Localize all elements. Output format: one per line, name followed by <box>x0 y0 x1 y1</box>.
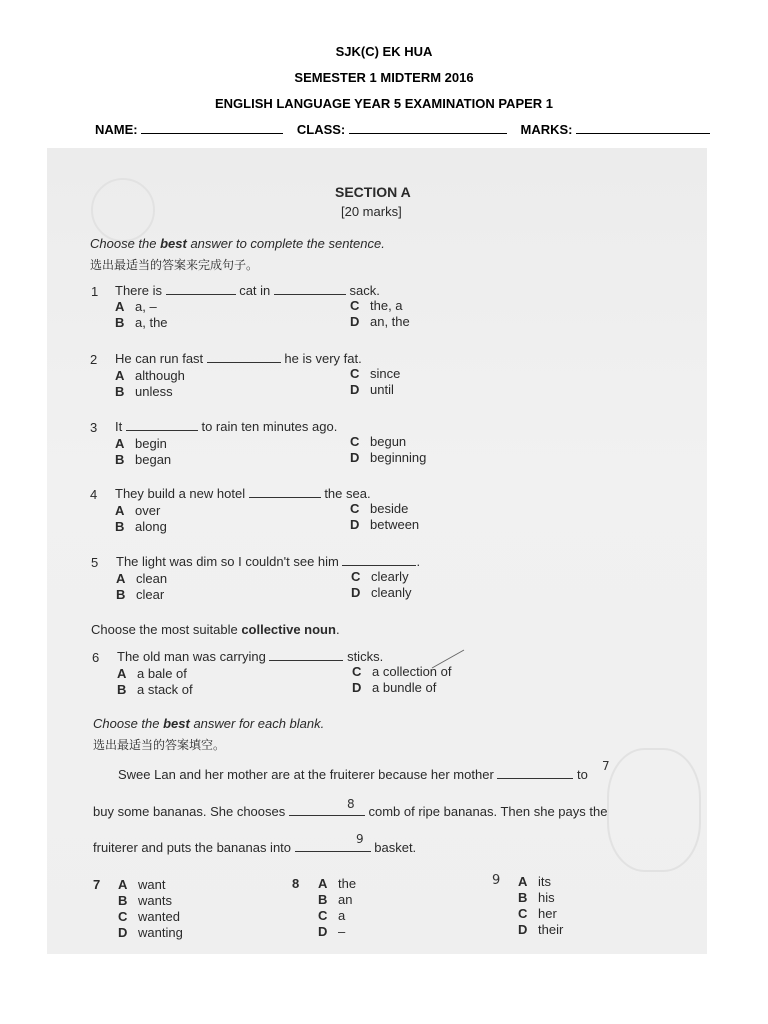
option-d[interactable]: D their <box>518 922 564 937</box>
option-c[interactable]: C since <box>350 366 401 381</box>
marks-field[interactable] <box>576 121 710 134</box>
option-b[interactable]: B along <box>115 519 167 534</box>
name-field[interactable] <box>141 121 283 134</box>
option-a[interactable]: A clean <box>116 571 168 586</box>
question-number: 3 <box>90 420 98 435</box>
option-c[interactable]: C begun <box>350 434 407 449</box>
passage-line-3: fruiterer and puts the bananas into basket. <box>93 840 417 855</box>
option-b[interactable]: B began <box>115 452 172 467</box>
option-b[interactable]: B wants <box>118 893 172 908</box>
option-b[interactable]: B his <box>518 890 555 905</box>
question-number: 8 <box>292 876 300 891</box>
question-number: 4 <box>90 487 98 502</box>
option-c[interactable]: C her <box>518 906 557 921</box>
question-number: 2 <box>90 352 98 367</box>
option-c[interactable]: C a collection of <box>352 664 452 679</box>
option-a[interactable]: A a bale of <box>117 666 187 681</box>
blank-number-8: 8 <box>347 797 355 811</box>
marks-label: MARKS: <box>520 122 573 137</box>
question-number: 5 <box>91 555 99 570</box>
option-c[interactable]: C the, a <box>350 298 403 313</box>
question-number: 9 <box>492 873 501 888</box>
question-number: 1 <box>91 284 99 299</box>
instruction-1-chinese: 选出最适当的答案来完成句子。 <box>90 258 259 272</box>
option-a[interactable]: A over <box>115 503 161 518</box>
class-label: CLASS: <box>296 122 346 137</box>
class-field[interactable] <box>349 121 507 134</box>
instruction-2: Choose the most suitable collective noun. <box>91 622 340 637</box>
option-d[interactable]: D between <box>350 517 420 532</box>
option-a[interactable]: A its <box>518 874 551 889</box>
option-d[interactable]: D an, the <box>350 314 410 329</box>
question-number: 6 <box>92 650 100 665</box>
pencil-stroke-mark <box>430 648 466 670</box>
option-d[interactable]: D cleanly <box>351 585 412 600</box>
section-marks: [20 marks] <box>341 204 402 219</box>
blank-number-9: 9 <box>356 832 364 846</box>
question-2-stem: He can run fast he is very fat. <box>115 351 362 366</box>
option-c[interactable]: C clearly <box>351 569 409 584</box>
bleed-through-mark <box>607 748 701 872</box>
option-b[interactable]: B a stack of <box>117 682 193 697</box>
option-d[interactable]: D a bundle of <box>352 680 437 695</box>
question-5-stem: The light was dim so I couldn't see him . <box>116 554 421 569</box>
option-b[interactable]: B clear <box>116 587 165 602</box>
option-c[interactable]: C a <box>318 908 346 923</box>
instruction-3-chinese: 选出最适当的答案填空。 <box>93 738 226 752</box>
option-d[interactable]: D until <box>350 382 394 397</box>
instruction-3: Choose the best answer for each blank. <box>93 716 325 731</box>
passage-line-2: buy some bananas. She chooses comb of ripe bananas. Then she pays the <box>93 804 608 819</box>
option-b[interactable]: B unless <box>115 384 173 399</box>
option-b[interactable]: B an <box>318 892 353 907</box>
option-d[interactable]: D wanting <box>118 925 183 940</box>
student-fields <box>95 121 715 137</box>
question-number: 7 <box>93 877 101 892</box>
option-a[interactable]: A the <box>318 876 357 891</box>
option-a[interactable]: A want <box>118 877 166 892</box>
option-d[interactable]: D – <box>318 924 346 939</box>
blank-number-7: 7 <box>602 759 610 773</box>
option-c[interactable]: C wanted <box>118 909 180 924</box>
question-1-stem: There is cat in sack. <box>115 283 380 298</box>
option-a[interactable]: A although <box>115 368 185 383</box>
question-3-stem: It to rain ten minutes ago. <box>115 419 338 434</box>
school-name: SJK(C) EK HUA <box>335 44 433 59</box>
section-title: SECTION A <box>335 184 411 200</box>
option-a[interactable]: A a, – <box>115 299 157 314</box>
question-6-stem: The old man was carrying sticks. <box>117 649 384 664</box>
instruction-1: Choose the best answer to complete the sentence. <box>90 236 385 251</box>
passage-line-1: Swee Lan and her mother are at the fruiterer because her mother to <box>118 767 588 782</box>
question-4-stem: They build a new hotel the sea. <box>115 486 371 501</box>
exam-title: SEMESTER 1 MIDTERM 2016 <box>294 70 474 85</box>
bleed-through-mark <box>91 178 155 242</box>
option-b[interactable]: B a, the <box>115 315 168 330</box>
name-label: NAME: <box>95 122 138 137</box>
paper-title: ENGLISH LANGUAGE YEAR 5 EXAMINATION PAPER 1 <box>214 96 554 111</box>
option-a[interactable]: A begin <box>115 436 167 451</box>
option-d[interactable]: D beginning <box>350 450 427 465</box>
option-c[interactable]: C beside <box>350 501 409 516</box>
